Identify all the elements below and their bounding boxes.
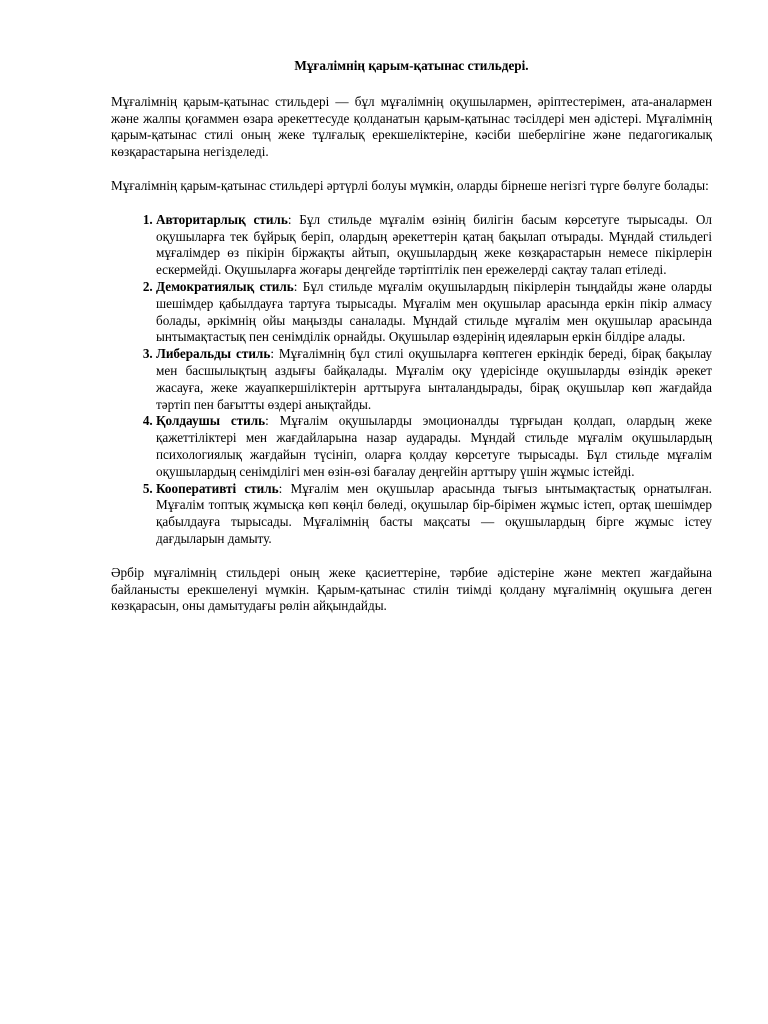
- document-title: Мұғалімнің қарым-қатынас стильдері.: [294, 58, 529, 73]
- list-item-cooperative: [156, 481, 712, 548]
- description-democratic: : Бұл стильде мұғалім оқушылардың пікірлерін тыңдайды және оларды шешімдер қабылдауға тартуға тырысады. Мұғалім мен оқушылар арасында еркін пікір алмасу болады, әркімнің ойы маңызды саналады. Мұндай стильде мұғалім мен оқушылар арасында ынтымақтастық пен сенімділік орнайды. Оқушылар өздерінің идеяларын еркін білдіре алады.: [156, 278, 713, 345]
- description-supportive: : Мұғалім оқушыларды эмоционалды тұрғыдан қолдап, олардың жеке қажеттіліктері мен жағдайларына назар аударады. Мұндай стильде мұғалім оқушылардың психологиялық жағдайын түсініп, оларға қолдау көрсетуге тырысады. Бұл стильде мұғалім оқушылардың сенімділігі мен өзін-өзі бағалау деңгейін арттыру үшін жұмыс істейді.: [156, 413, 712, 479]
- description-authoritarian: : Бұл стильде мұғалім өзінің билігін басым көрсетуге тырысады. Ол оқушыларға тек бұйрық беріп, олардың әрекеттерін қатаң бақылап отырады. Мұндай стильдегі мұғалімдер өз пікірін біржақты айтып, оқушылардың жеке көзқарастарын немесе пікірлерін ескермейді. Оқушыларға жоғары деңгейде тәртіптілік пен ережелерді сақтау талап етіледі.: [156, 211, 713, 278]
- term-supportive: Қолдаушы стиль: [156, 413, 266, 429]
- intro-paragraph-1: Мұғалімнің қарым-қатынас стильдері — бұл мұғалімнің оқушылармен, әріптестерімен, ата-аналармен және жалпы қоғаммен өзара әрекеттесуде қолданатын қарым-қатынас тәсілдері мен әдістері. Мұғалімнің қарым-қатынас стилі оның жеке тұлғалық ерекшеліктеріне, кәсіби шеберлігіне және педагогикалық көзқарастарына негізделеді.: [111, 93, 712, 160]
- list-item-liberal: [156, 346, 712, 413]
- description-liberal: : Мұғалімнің бұл стилі оқушыларға көптеген еркіндік береді, бірақ бақылау мен басшылықтың аздығы байқалады. Мұғалім оқу үдерісінде оқушыларды өзіндік әрекет жасауға, жеке жауапкершіліктерін арттыруға ынталандырады, бірақ оқушылар көп жағдайда тәртіп пен бағытты өздері анықтайды.: [156, 346, 712, 412]
- styles-list: [111, 212, 712, 548]
- list-item-authoritarian: [156, 212, 712, 279]
- intro-paragraph-2: Мұғалімнің қарым-қатынас стильдері әртүрлі болуы мүмкін, оларды бірнеше негізгі түрге бөлуге болады:: [111, 177, 709, 193]
- term-cooperative: Кооперативті стиль: [156, 480, 279, 496]
- description-cooperative: : Мұғалім мен оқушылар арасында тығыз ынтымақтастық орнатылған. Мұғалім топтық жұмысқа көп көңіл бөледі, оқушылар бір-бірімен жұмыс істеп, ортақ шешімдер қабылдауға тырысады. Мұғалімнің басты мақсаты — оқушылардың бірге жұмыс істеу дағдыларын дамыту.: [156, 480, 712, 546]
- list-item-democratic: [156, 279, 712, 346]
- term-authoritarian: Авторитарлық стиль: [156, 211, 288, 227]
- conclusion-paragraph: Әрбір мұғалімнің стильдері оның жеке қасиеттеріне, тәрбие әдістеріне және мектеп жағдайына байланысты ерекшеленуі мүмкін. Қарым-қатынас стилін тиімді қолдану мұғалімнің оқушыға деген көзқарасын, оны дамытудағы рөлін айқындайды.: [111, 564, 712, 614]
- document-page: [111, 58, 712, 632]
- term-democratic: Демократиялық стиль: [156, 278, 294, 294]
- term-liberal: Либеральды стиль: [156, 346, 271, 362]
- list-item-supportive: [156, 413, 712, 480]
